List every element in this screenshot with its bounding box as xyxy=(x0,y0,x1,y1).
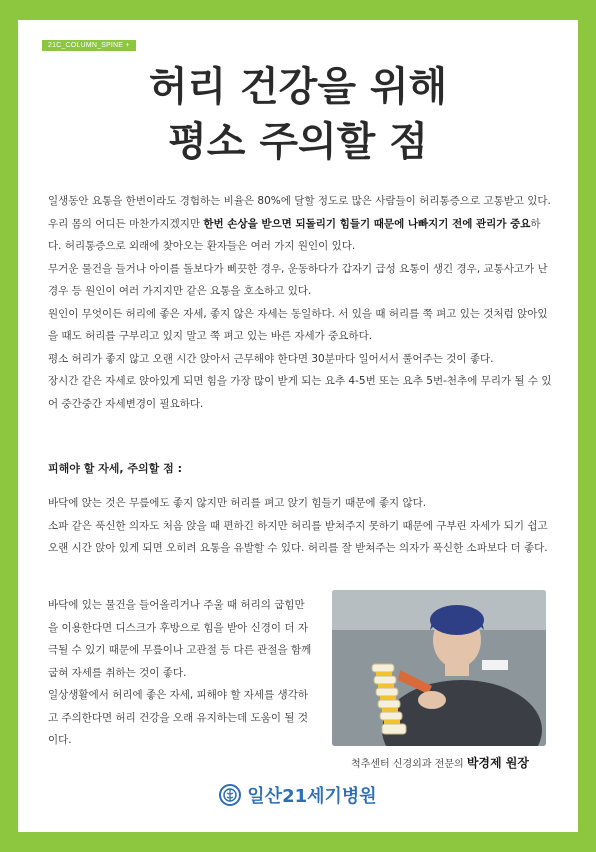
caution-paragraph-1: 바닥에 앉는 것은 무릎에도 좋지 않지만 허리를 펴고 앉기 힘들기 때문에 좋지 않다. xyxy=(48,497,427,509)
hospital-logo xyxy=(18,782,578,808)
caution-paragraph-3: 바닥에 있는 물건을 들어올리거나 주울 때 허리의 굽힘만을 이용한다면 디스크가 후방으로 힘을 받아 신경이 더 자극될 수 있기 때문에 무릎이나 고관절 등 다른 관절을 함께 굽혀 자세를 취하는 것이 좋다. xyxy=(48,599,312,679)
column-tag: 21C_COLUMN_SPINE + xyxy=(42,40,136,51)
article-page xyxy=(18,20,578,832)
hospital-name: 일산21세기병원 xyxy=(247,786,377,807)
page-title xyxy=(18,60,578,170)
hospital-emblem-icon xyxy=(219,784,241,806)
intro-section xyxy=(48,190,554,415)
title-line-2: 평소 주의할 점 xyxy=(168,119,428,165)
caution-paragraph-2: 소파 같은 푹신한 의자도 처음 앉을 때 편하긴 하지만 허리를 받쳐주지 못하기 때문에 구부린 자세가 되기 쉽고 오랜 시간 앉아 있게 되면 오히려 요통을 유발할 수 있다. 허리를 잘 받쳐주는 의자가 푹신한 소파보다 더 좋다. xyxy=(48,519,548,554)
intro-paragraph-3: 원인이 무엇이든 허리에 좋은 자세, 좋지 않은 자세는 동일하다. 서 있을 때 허리를 쭉 펴고 있는 것처럼 앉아있을 때도 허리를 구부리고 있지 말고 쭉 펴고 있는 바른 자세가 중요하다. xyxy=(48,307,548,342)
title-line-1: 허리 건강을 위해 xyxy=(148,64,448,110)
doctor-photo xyxy=(332,590,546,746)
caption-title: 척추센터 신경외과 전문의 xyxy=(351,759,464,770)
caution-section-narrow xyxy=(48,594,313,752)
caution-paragraph-4: 일상생활에서 허리에 좋은 자세, 피해야 할 자세를 생각하고 주의한다면 허리 건강을 오래 유지하는데 도움이 될 것이다. xyxy=(48,689,308,746)
intro-bold-text: 한번 손상을 받으면 되돌리기 힘들기 때문에 나빠지기 전에 관리가 중요 xyxy=(203,217,531,230)
caution-heading: 피해야 할 자세, 주의할 점 : xyxy=(48,462,182,475)
photo-caption xyxy=(328,754,552,771)
doctor-photo-illustration xyxy=(332,590,546,746)
intro-paragraph-5: 장시간 같은 자세로 앉아있게 되면 힘을 가장 많이 받게 되는 요추 4-5번 또는 요추 5번-천추에 무리가 될 수 있어 중간중간 자세변경이 필요하다. xyxy=(48,375,552,410)
intro-paragraph-4: 평소 허리가 좋지 않고 오랜 시간 앉아서 근무해야 한다면 30분마다 일어서서 풀어주는 것이 좋다. xyxy=(48,352,494,365)
intro-paragraph-1: 일생동안 요통을 한번이라도 경험하는 비율은 80%에 달할 정도로 많은 사람들이 허리통증으로 고통받고 있다. 우리 몸의 어디든 마찬가지겠지만 한번 손상을 받으면 되돌리기 힘들기 때문에 나빠지기 전에 관리가 중요하다. 허리통증으로 외래에 찾아오는 환자들은 여러 가지 원인이 있다. xyxy=(48,195,551,252)
caution-section xyxy=(48,492,554,560)
intro-paragraph-2: 무거운 물건을 들거나 아이를 돌보다가 삐끗한 경우, 운동하다가 갑자기 급성 요통이 생긴 경우, 교통사고가 난 경우 등 원인이 여러 가지지만 같은 요통을 호소하고 있다. xyxy=(48,262,548,297)
caption-name: 박경제 원장 xyxy=(466,756,529,770)
